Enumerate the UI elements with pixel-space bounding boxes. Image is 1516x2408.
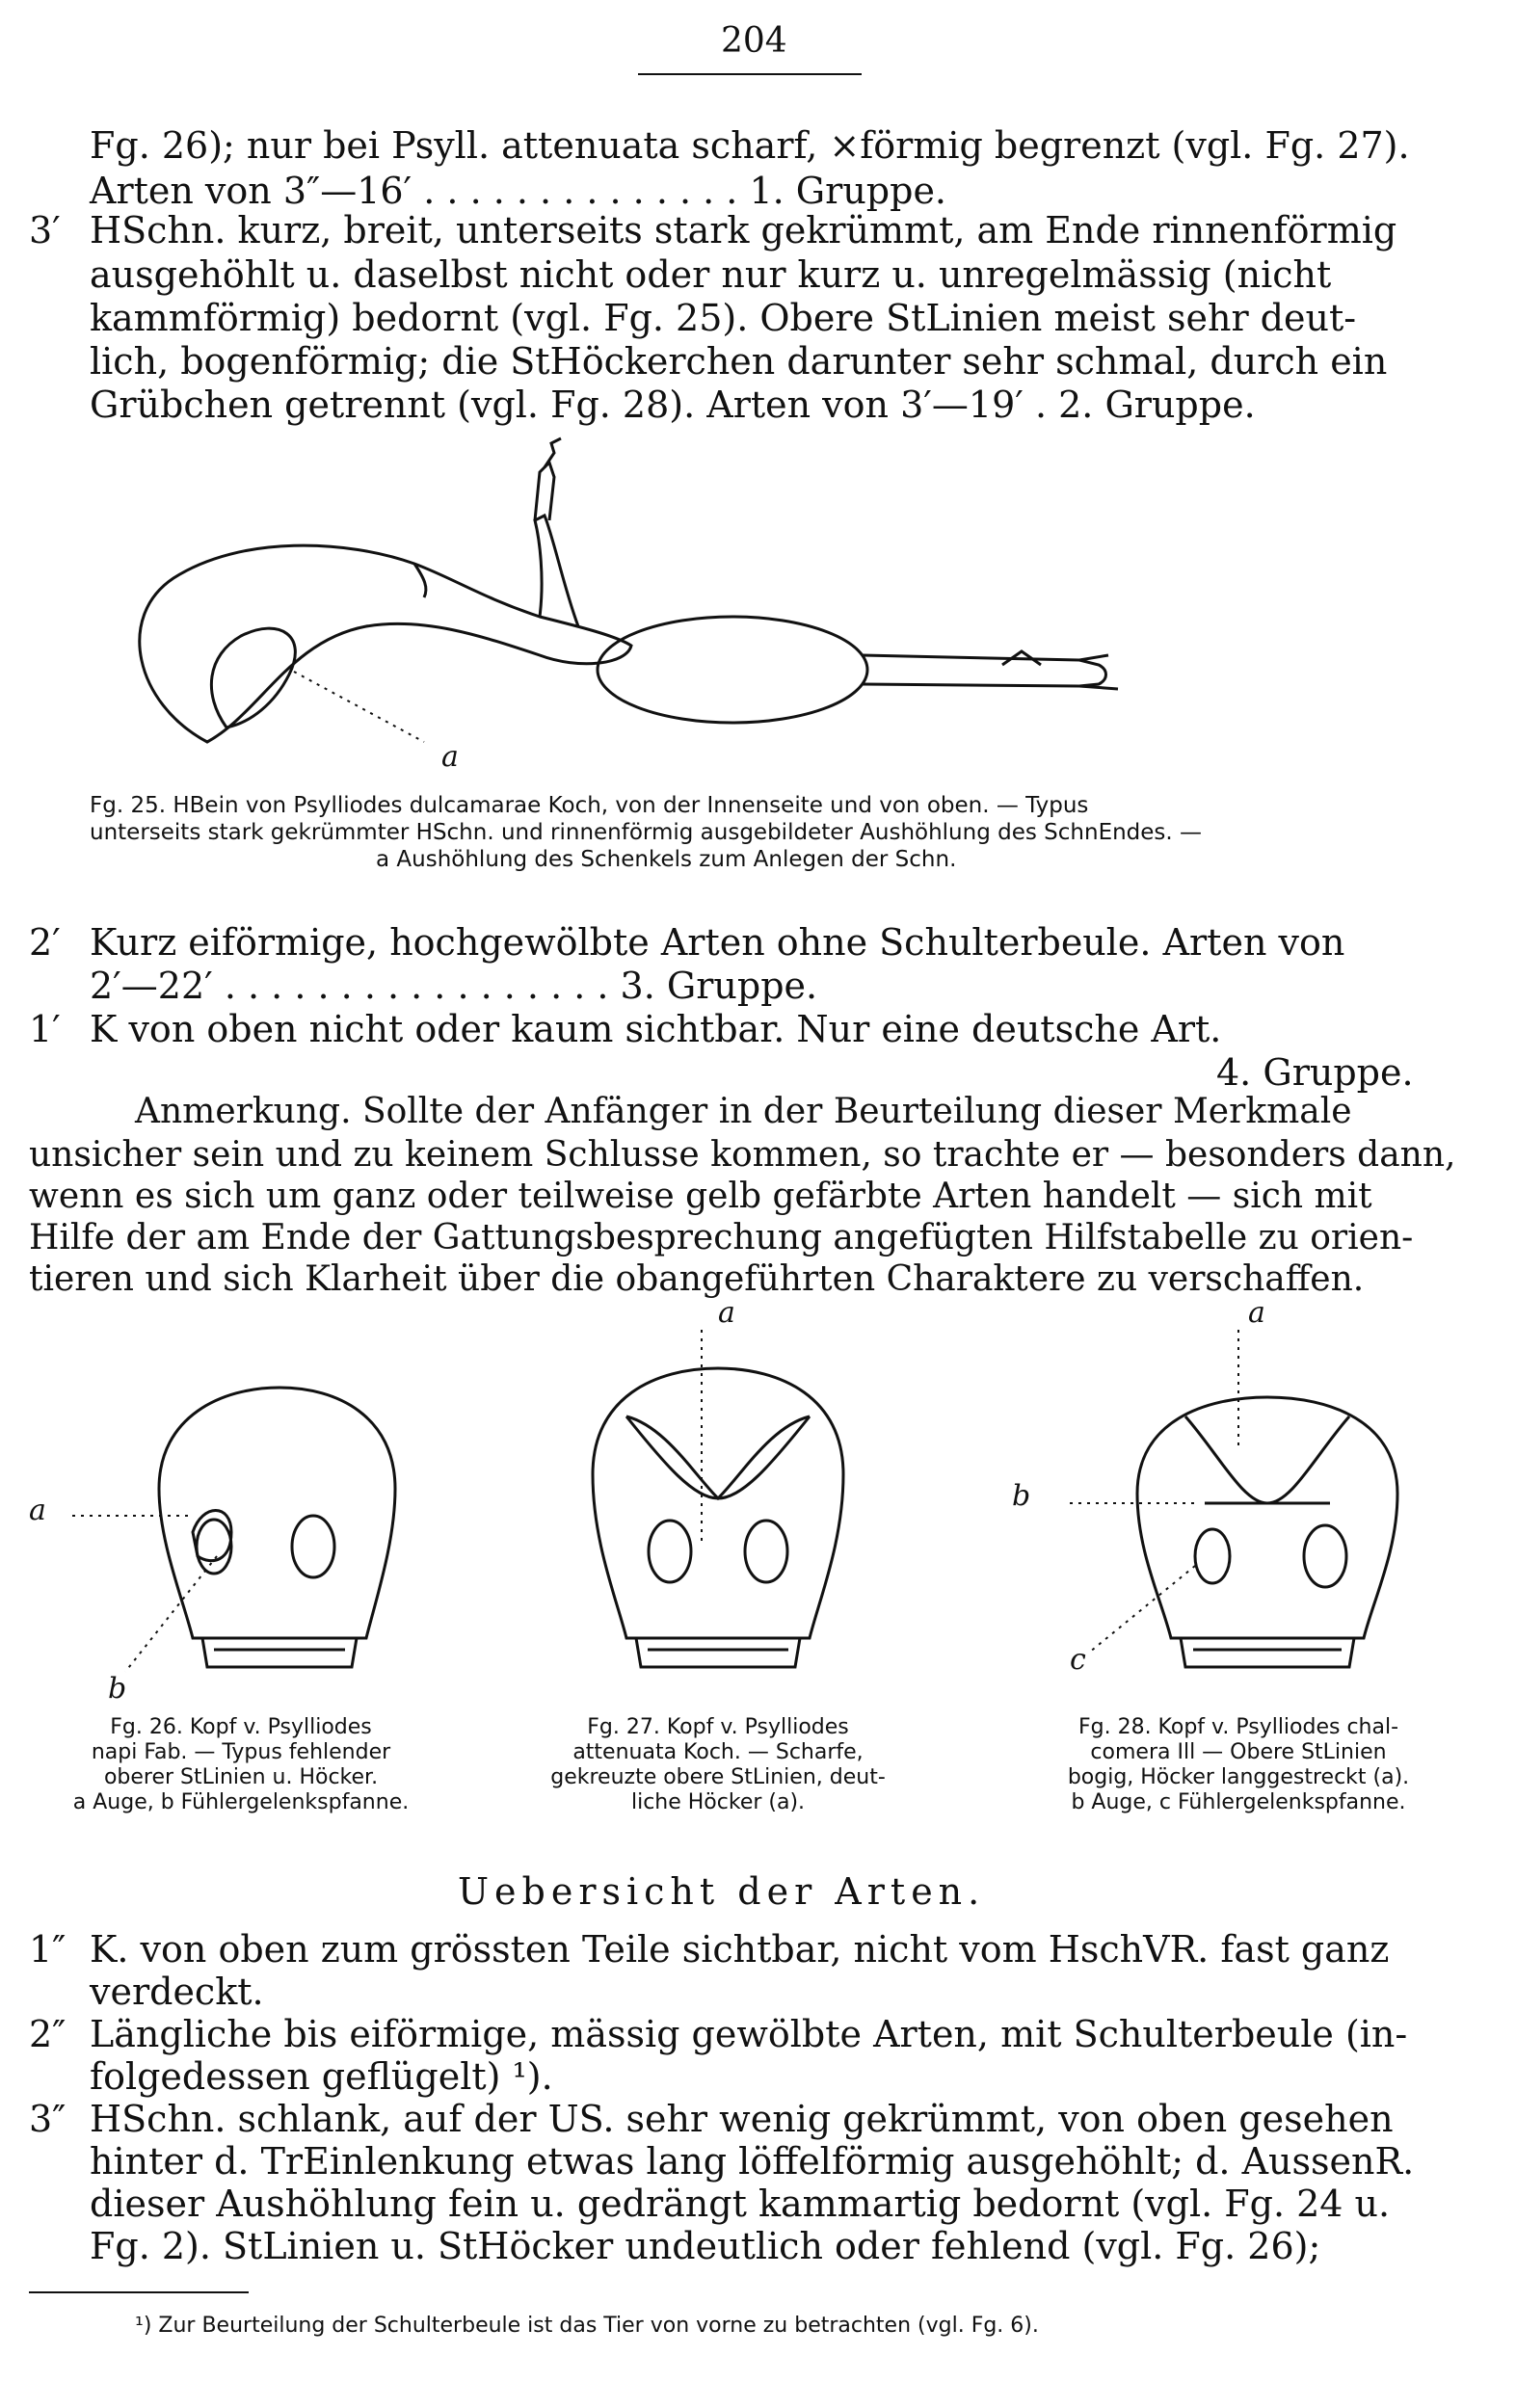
- fig26-caption-line: oberer StLinien u. Höcker.: [103, 1765, 379, 1789]
- fig28-caption-line: b Auge, c Fühlergelenkspfanne.: [1071, 1790, 1406, 1814]
- bottom-text-line: Längliche bis eiförmige, mässig gewölbte Arten, mit Schulterbeule (in-: [90, 2013, 1408, 2055]
- fig26-caption-line: Fg. 26. Kopf v. Psylliodes: [110, 1715, 372, 1739]
- item-number-2prime: 2′: [29, 921, 61, 964]
- bottom-text-line: hinter d. TrEinlenkung etwas lang löffelförmig ausgehöhlt; d. AussenR.: [90, 2140, 1415, 2183]
- fig26-label-b: b: [108, 1672, 127, 1706]
- top-text-line: ausgehöhlt u. daselbst nicht oder nur kurz u. unregelmässig (nicht: [90, 253, 1332, 296]
- fig28-caption-line: Fg. 28. Kopf v. Psylliodes chal-: [1077, 1715, 1399, 1739]
- fig25-caption-line: unterseits stark gekrümmter HSchn. und rinnenförmig ausgebildeter Aushöhlung des SchnEndes. —: [90, 820, 1203, 845]
- item-number-1prime: 1′: [29, 1008, 61, 1050]
- fig25-label-a: a: [441, 740, 459, 774]
- mid-text-line: Kurz eiförmige, hochgewölbte Arten ohne Schulterbeule. Arten von: [90, 921, 1345, 964]
- top-text-line: lich, bogenförmig; die StHöckerchen darunter sehr schmal, durch ein: [90, 340, 1388, 383]
- anmerkung-line: tieren und sich Klarheit über die obangeführten Charaktere zu verschaffen.: [29, 1259, 1365, 1299]
- section-title: Uebersicht der Arten.: [458, 1870, 986, 1913]
- fig26-caption-line: napi Fab. — Typus fehlender: [91, 1740, 391, 1764]
- bottom-text-line: dieser Aushöhlung fein u. gedrängt kammartig bedornt (vgl. Fg. 24 u.: [90, 2183, 1391, 2225]
- footnote-rule: [29, 2291, 249, 2293]
- fig27-caption-line: attenuata Koch. — Scharfe,: [572, 1740, 864, 1764]
- fig26-label-a: a: [29, 1494, 46, 1527]
- fig27-caption: [501, 1715, 935, 1815]
- anmerkung-line: Hilfe der am Ende der Gattungsbesprechung angefügten Hilfstabelle zu orien-: [29, 1218, 1414, 1257]
- fig27-caption-line: liche Höcker (a).: [630, 1790, 806, 1814]
- top-text-line: Grübchen getrennt (vgl. Fg. 28). Arten von 3′—19′ . 2. Gruppe.: [90, 384, 1256, 426]
- bottom-text-line: Fg. 2). StLinien u. StHöcker undeutlich oder fehlend (vgl. Fg. 26);: [90, 2225, 1321, 2267]
- fig25-caption-line: Fg. 25. HBein von Psylliodes dulcamarae Koch, von der Innenseite und von oben. — Typus: [90, 793, 1089, 818]
- bottom-text-line: K. von oben zum grössten Teile sichtbar, nicht vom HschVR. fast ganz: [90, 1928, 1390, 1971]
- fig25-caption-line: a Aushöhlung des Schenkels zum Anlegen der Schn.: [376, 847, 957, 872]
- footnote: ¹) Zur Beurteilung der Schulterbeule ist das Tier von vorne zu betrachten (vgl. Fg. 6).: [135, 2314, 1039, 2338]
- top-text-line: Fg. 26); nur bei Psyll. attenuata scharf, ×förmig begrenzt (vgl. Fg. 27).: [90, 124, 1410, 167]
- fig28-caption-line: bogig, Höcker langgestreckt (a).: [1067, 1765, 1410, 1789]
- item-number-2dblprime: 2″: [29, 2013, 66, 2055]
- mid-text-line: K von oben nicht oder kaum sichtbar. Nur eine deutsche Art.: [90, 1008, 1222, 1050]
- fig28-label-a: a: [1248, 1296, 1265, 1330]
- fig27-caption-line: gekreuzte obere StLinien, deut-: [550, 1765, 886, 1789]
- fig27-label-a: a: [718, 1296, 735, 1330]
- fig28-label-b: b: [1012, 1479, 1031, 1513]
- fig28-label-c: c: [1070, 1643, 1086, 1677]
- anmerkung-line: unsicher sein und zu keinem Schlusse kommen, so trachte er — besonders dann,: [29, 1135, 1456, 1175]
- item-number-3prime: 3′: [29, 209, 61, 251]
- bottom-text-line: verdeckt.: [90, 1971, 264, 2013]
- bottom-text-line: folgedessen geflügelt) ¹).: [90, 2055, 553, 2098]
- mid-text-line: 4. Gruppe.: [1216, 1051, 1414, 1094]
- top-text-line: kammförmig) bedornt (vgl. Fg. 25). Obere StLinien meist sehr deut-: [90, 297, 1357, 339]
- fig26-caption: [19, 1715, 463, 1815]
- fig26-caption-line: a Auge, b Fühlergelenkspfanne.: [72, 1790, 410, 1814]
- page-number: 204: [721, 21, 787, 61]
- fig28-caption: [983, 1715, 1494, 1815]
- mid-text-line: 2′—22′ . . . . . . . . . . . . . . . . . 3. Gruppe.: [90, 965, 818, 1007]
- item-number-3dblprime: 3″: [29, 2098, 66, 2140]
- top-text-line: Arten von 3″—16′ . . . . . . . . . . . . . . 1. Gruppe.: [90, 170, 947, 212]
- item-number-1dblprime: 1″: [29, 1928, 66, 1971]
- anmerkung-line: Anmerkung. Sollte der Anfänger in der Beurteilung dieser Merkmale: [135, 1092, 1352, 1131]
- bottom-text-line: HSchn. schlank, auf der US. sehr wenig gekrümmt, von oben gesehen: [90, 2098, 1394, 2140]
- top-text-line: HSchn. kurz, breit, unterseits stark gekrümmt, am Ende rinnenförmig: [90, 209, 1397, 251]
- fig28-caption-line: comera Ill — Obere StLinien: [1090, 1740, 1387, 1764]
- anmerkung-line: wenn es sich um ganz oder teilweise gelb gefärbte Arten handelt — sich mit: [29, 1177, 1372, 1216]
- fig27-caption-line: Fg. 27. Kopf v. Psylliodes: [587, 1715, 849, 1739]
